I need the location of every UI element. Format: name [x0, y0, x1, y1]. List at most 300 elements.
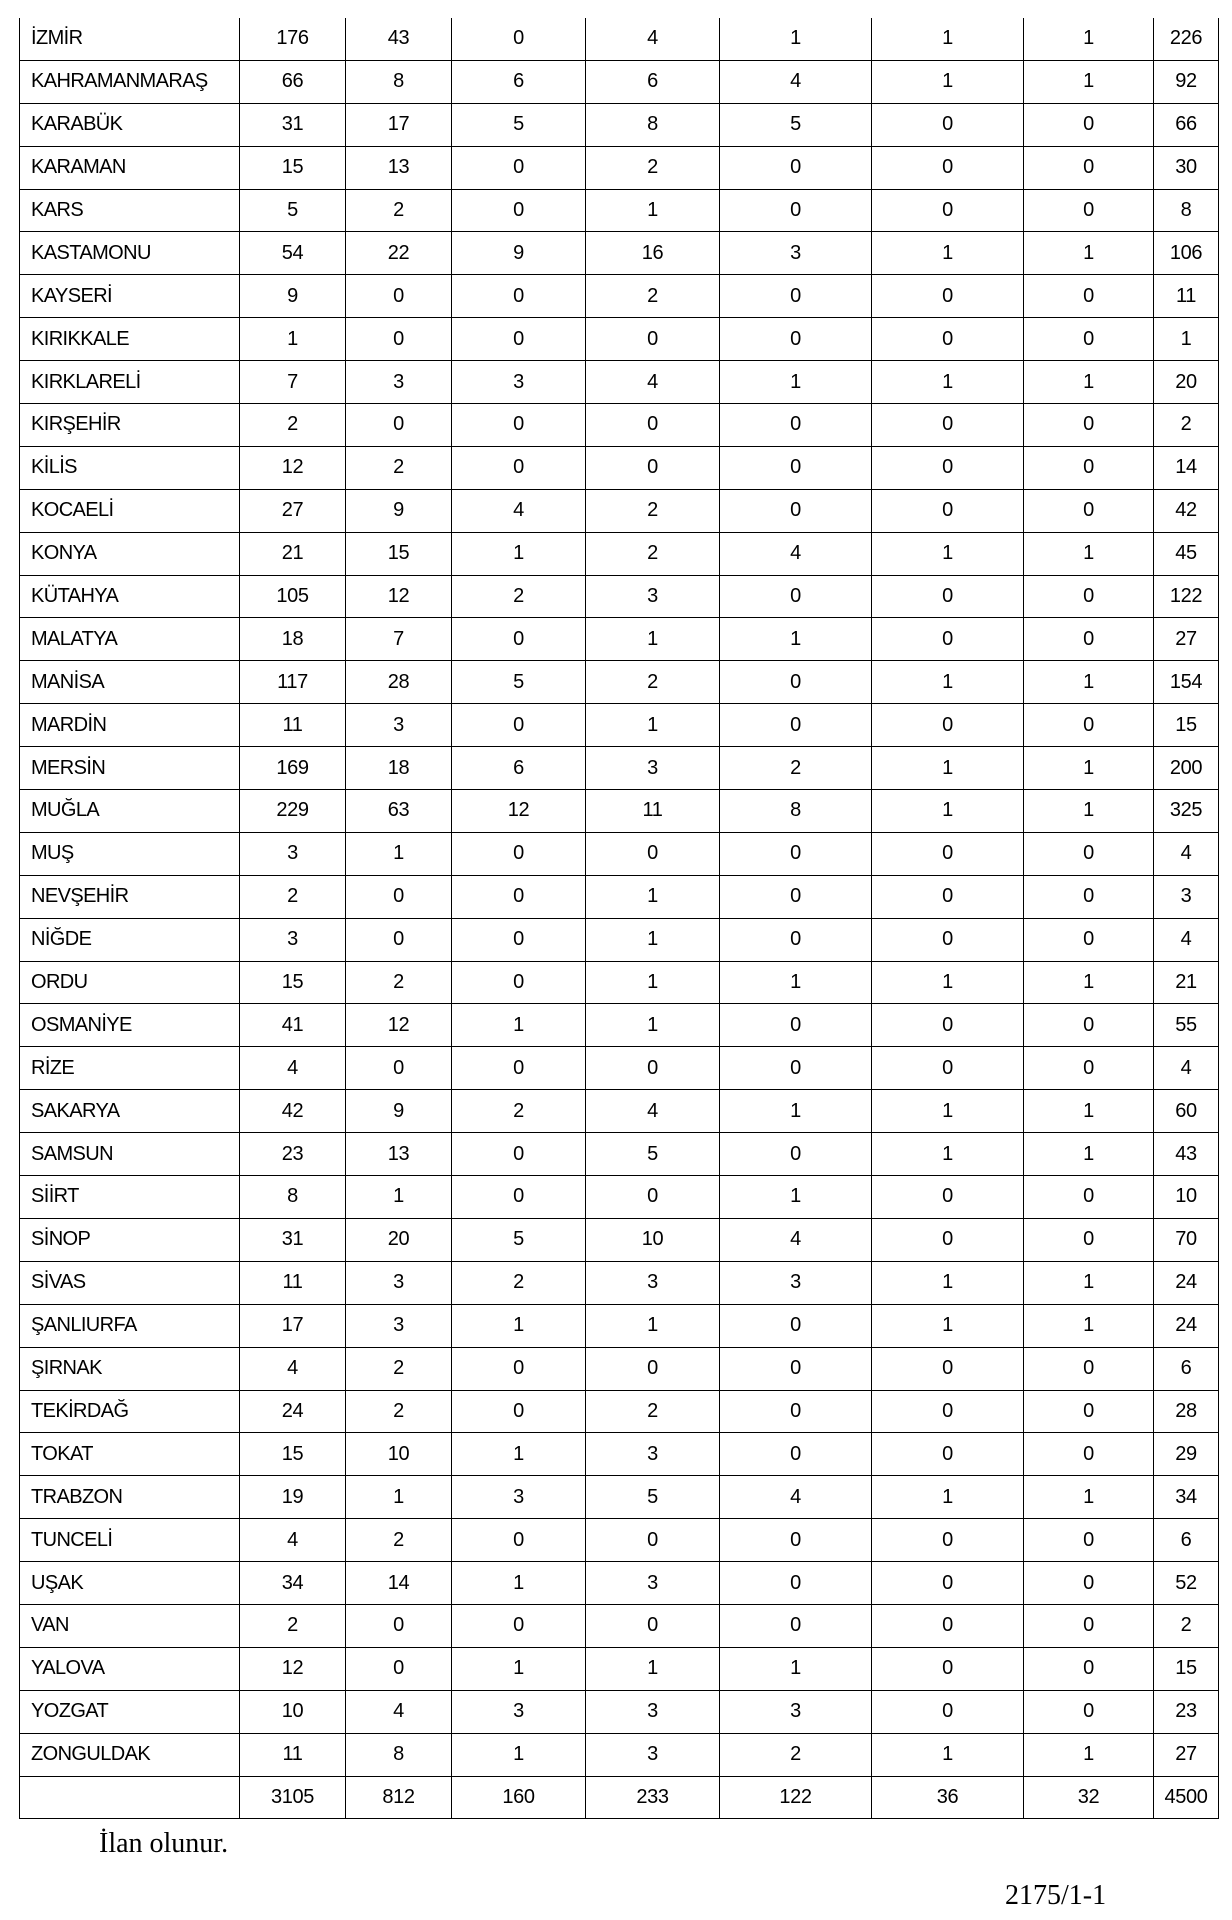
table-cell: 30: [1154, 146, 1219, 189]
table-cell: 2: [346, 1347, 452, 1390]
table-cell: 200: [1154, 747, 1219, 790]
table-row: [20, 832, 1219, 875]
table-cell: 60: [1154, 1090, 1219, 1133]
table-row: [20, 1047, 1219, 1090]
table-cell: 2: [452, 1090, 586, 1133]
table-cell: 3: [452, 1690, 586, 1733]
table-cell: 3: [240, 918, 346, 961]
table-cell: 0: [586, 1347, 720, 1390]
table-row: [20, 318, 1219, 361]
province-name: TUNCELİ: [20, 1519, 240, 1562]
table-cell: 0: [346, 875, 452, 918]
total-cell: 32: [1024, 1776, 1154, 1819]
table-row: [20, 489, 1219, 532]
table-row: [20, 1004, 1219, 1047]
table-cell: 3: [720, 1690, 872, 1733]
total-cell: 122: [720, 1776, 872, 1819]
province-name: MUŞ: [20, 832, 240, 875]
table-cell: 0: [452, 146, 586, 189]
table-cell: 0: [872, 1004, 1024, 1047]
table-cell: 0: [720, 275, 872, 318]
table-row: [20, 404, 1219, 447]
province-name: KONYA: [20, 532, 240, 575]
table-cell: 18: [346, 747, 452, 790]
table-cell: 2: [1154, 1604, 1219, 1647]
province-name: SİNOP: [20, 1218, 240, 1261]
table-cell: 8: [1154, 189, 1219, 232]
table-cell: 17: [240, 1304, 346, 1347]
table-cell: 2: [346, 189, 452, 232]
table-cell: 1: [872, 747, 1024, 790]
table-cell: 0: [452, 404, 586, 447]
table-cell: 1: [872, 361, 1024, 404]
table-cell: 2: [346, 446, 452, 489]
table-cell: 1: [1154, 318, 1219, 361]
table-cell: 34: [1154, 1476, 1219, 1519]
table-cell: 1: [452, 1433, 586, 1476]
table-cell: 2: [240, 875, 346, 918]
table-row: [20, 747, 1219, 790]
table-cell: 7: [346, 618, 452, 661]
province-name: MUĞLA: [20, 790, 240, 833]
province-name: SAMSUN: [20, 1133, 240, 1176]
table-cell: 1: [872, 1304, 1024, 1347]
table-cell: 2: [586, 275, 720, 318]
table-cell: 106: [1154, 232, 1219, 275]
table-cell: 2: [346, 961, 452, 1004]
table-cell: 1: [1024, 1733, 1154, 1776]
table-cell: 0: [872, 1519, 1024, 1562]
table-cell: 9: [346, 489, 452, 532]
table-cell: 11: [240, 1733, 346, 1776]
table-cell: 8: [346, 60, 452, 103]
table-cell: 23: [240, 1133, 346, 1176]
table-cell: 0: [586, 404, 720, 447]
table-cell: 4: [720, 532, 872, 575]
table-cell: 3: [586, 1733, 720, 1776]
table-cell: 4: [1154, 832, 1219, 875]
table-cell: 28: [1154, 1390, 1219, 1433]
table-cell: 0: [1024, 318, 1154, 361]
table-cell: 1: [452, 1304, 586, 1347]
table-cell: 0: [872, 1433, 1024, 1476]
table-cell: 4: [1154, 1047, 1219, 1090]
table-cell: 66: [240, 60, 346, 103]
table-row: [20, 1433, 1219, 1476]
province-name: MARDİN: [20, 704, 240, 747]
province-name: TEKİRDAĞ: [20, 1390, 240, 1433]
table-cell: 52: [1154, 1562, 1219, 1605]
table-cell: 0: [452, 1519, 586, 1562]
table-cell: 0: [1024, 1347, 1154, 1390]
table-row: [20, 103, 1219, 146]
province-name: KARS: [20, 189, 240, 232]
province-name: NEVŞEHİR: [20, 875, 240, 918]
table-cell: 1: [452, 532, 586, 575]
table-row: [20, 1733, 1219, 1776]
table-cell: 5: [240, 189, 346, 232]
table-row: [20, 704, 1219, 747]
province-name: KOCAELİ: [20, 489, 240, 532]
table-cell: 13: [346, 1133, 452, 1176]
table-cell: 0: [720, 1433, 872, 1476]
table-cell: 1: [872, 661, 1024, 704]
table-cell: 55: [1154, 1004, 1219, 1047]
table-cell: 1: [720, 1176, 872, 1219]
table-cell: 0: [720, 1004, 872, 1047]
totals-label-cell: [20, 1776, 240, 1819]
table-cell: 0: [872, 1047, 1024, 1090]
table-cell: 2: [452, 575, 586, 618]
table-cell: 0: [872, 446, 1024, 489]
table-row: [20, 618, 1219, 661]
table-cell: 14: [1154, 446, 1219, 489]
table-cell: 3: [586, 1562, 720, 1605]
table-cell: 1: [872, 1090, 1024, 1133]
table-cell: 9: [452, 232, 586, 275]
province-name: ORDU: [20, 961, 240, 1004]
table-cell: 2: [240, 1604, 346, 1647]
table-row: [20, 790, 1219, 833]
table-row: [20, 1133, 1219, 1176]
table-row: [20, 1647, 1219, 1690]
province-name: KIRŞEHİR: [20, 404, 240, 447]
table-cell: 122: [1154, 575, 1219, 618]
table-cell: 14: [346, 1562, 452, 1605]
table-cell: 15: [1154, 704, 1219, 747]
table-cell: 9: [240, 275, 346, 318]
province-name: ZONGULDAK: [20, 1733, 240, 1776]
table-row: [20, 1390, 1219, 1433]
table-cell: 1: [452, 1004, 586, 1047]
table-row: [20, 1218, 1219, 1261]
table-cell: 4: [1154, 918, 1219, 961]
table-cell: 0: [452, 961, 586, 1004]
table-cell: 3: [586, 1261, 720, 1304]
table-cell: 0: [720, 1047, 872, 1090]
table-cell: 1: [872, 1476, 1024, 1519]
table-cell: 0: [872, 275, 1024, 318]
table-cell: 1: [346, 832, 452, 875]
province-name: ŞIRNAK: [20, 1347, 240, 1390]
table-cell: 3: [346, 1304, 452, 1347]
table-cell: 1: [720, 1647, 872, 1690]
table-cell: 0: [1024, 875, 1154, 918]
table-cell: 0: [872, 1347, 1024, 1390]
table-cell: 1: [1024, 1476, 1154, 1519]
table-cell: 1: [586, 189, 720, 232]
table-cell: 8: [346, 1733, 452, 1776]
table-cell: 2: [452, 1261, 586, 1304]
table-cell: 5: [586, 1476, 720, 1519]
table-cell: 0: [720, 832, 872, 875]
table-cell: 0: [872, 618, 1024, 661]
table-cell: 0: [452, 1347, 586, 1390]
table-cell: 1: [720, 961, 872, 1004]
table-cell: 0: [346, 1047, 452, 1090]
table-row: [20, 18, 1219, 60]
table-cell: 2: [586, 1390, 720, 1433]
table-row: [20, 1476, 1219, 1519]
table-cell: 3: [720, 232, 872, 275]
table-cell: 117: [240, 661, 346, 704]
table-cell: 0: [1024, 446, 1154, 489]
table-cell: 34: [240, 1562, 346, 1605]
table-cell: 10: [586, 1218, 720, 1261]
table-cell: 0: [720, 318, 872, 361]
table-cell: 12: [346, 575, 452, 618]
table-cell: 11: [1154, 275, 1219, 318]
table-cell: 0: [1024, 1690, 1154, 1733]
table-cell: 0: [1024, 404, 1154, 447]
table-cell: 12: [346, 1004, 452, 1047]
table-cell: 2: [720, 747, 872, 790]
table-cell: 1: [346, 1476, 452, 1519]
table-cell: 8: [586, 103, 720, 146]
table-cell: 0: [872, 704, 1024, 747]
total-cell: 160: [452, 1776, 586, 1819]
table-cell: 28: [346, 661, 452, 704]
table-cell: 1: [720, 1090, 872, 1133]
table-cell: 10: [240, 1690, 346, 1733]
table-cell: 0: [720, 1390, 872, 1433]
table-cell: 0: [452, 918, 586, 961]
table-cell: 3: [720, 1261, 872, 1304]
table-cell: 4: [240, 1047, 346, 1090]
table-cell: 0: [346, 1647, 452, 1690]
table-cell: 2: [586, 489, 720, 532]
table-cell: 226: [1154, 18, 1219, 60]
table-cell: 0: [872, 918, 1024, 961]
table-cell: 8: [720, 790, 872, 833]
province-name: MERSİN: [20, 747, 240, 790]
table-cell: 0: [1024, 489, 1154, 532]
table-cell: 2: [346, 1390, 452, 1433]
province-name: ŞANLIURFA: [20, 1304, 240, 1347]
table-row: [20, 1562, 1219, 1605]
table-cell: 1: [872, 18, 1024, 60]
table-cell: 3: [240, 832, 346, 875]
table-cell: 0: [720, 1519, 872, 1562]
table-cell: 3: [452, 1476, 586, 1519]
table-cell: 0: [1024, 618, 1154, 661]
table-cell: 0: [1024, 1390, 1154, 1433]
table-cell: 92: [1154, 60, 1219, 103]
table-cell: 5: [452, 661, 586, 704]
table-cell: 4: [586, 1090, 720, 1133]
table-cell: 0: [1024, 1604, 1154, 1647]
table-cell: 0: [1024, 1176, 1154, 1219]
table-cell: 0: [872, 1218, 1024, 1261]
table-cell: 1: [1024, 661, 1154, 704]
table-cell: 1: [240, 318, 346, 361]
table-cell: 4: [240, 1519, 346, 1562]
table-cell: 0: [720, 575, 872, 618]
table-cell: 15: [240, 146, 346, 189]
table-cell: 17: [346, 103, 452, 146]
table-cell: 29: [1154, 1433, 1219, 1476]
table-cell: 15: [240, 961, 346, 1004]
table-cell: 4: [240, 1347, 346, 1390]
table-cell: 1: [586, 918, 720, 961]
table-cell: 1: [1024, 60, 1154, 103]
table-cell: 10: [346, 1433, 452, 1476]
table-cell: 3: [586, 575, 720, 618]
table-cell: 23: [1154, 1690, 1219, 1733]
table-cell: 1: [720, 361, 872, 404]
table-row: [20, 875, 1219, 918]
table-cell: 1: [1024, 18, 1154, 60]
table-cell: 41: [240, 1004, 346, 1047]
table-cell: 5: [452, 1218, 586, 1261]
table-cell: 2: [586, 146, 720, 189]
table-cell: 0: [586, 318, 720, 361]
province-name: KAHRAMANMARAŞ: [20, 60, 240, 103]
table-cell: 42: [240, 1090, 346, 1133]
table-cell: 3: [346, 361, 452, 404]
table-cell: 0: [872, 404, 1024, 447]
table-cell: 43: [1154, 1133, 1219, 1176]
table-cell: 4: [586, 361, 720, 404]
table-cell: 105: [240, 575, 346, 618]
province-name: KİLİS: [20, 446, 240, 489]
table-cell: 0: [1024, 189, 1154, 232]
table-cell: 0: [872, 1390, 1024, 1433]
table-cell: 3: [586, 747, 720, 790]
table-cell: 0: [346, 275, 452, 318]
reference-number: 2175/1-1: [1005, 1880, 1107, 1911]
table-cell: 0: [452, 189, 586, 232]
table-cell: 3: [1154, 875, 1219, 918]
table-cell: 4: [346, 1690, 452, 1733]
table-cell: 0: [872, 1176, 1024, 1219]
table-cell: 1: [452, 1733, 586, 1776]
table-cell: 7: [240, 361, 346, 404]
table-cell: 1: [586, 961, 720, 1004]
table-cell: 0: [1024, 704, 1154, 747]
province-name: SAKARYA: [20, 1090, 240, 1133]
table-cell: 15: [346, 532, 452, 575]
province-name: SİVAS: [20, 1261, 240, 1304]
table-cell: 5: [720, 103, 872, 146]
table-cell: 0: [586, 1519, 720, 1562]
province-name: VAN: [20, 1604, 240, 1647]
province-name: NİĞDE: [20, 918, 240, 961]
total-cell: 3105: [240, 1776, 346, 1819]
table-cell: 0: [346, 1604, 452, 1647]
table-cell: 31: [240, 103, 346, 146]
table-row: [20, 1261, 1219, 1304]
table-cell: 27: [1154, 1733, 1219, 1776]
table-row: [20, 1090, 1219, 1133]
table-cell: 54: [240, 232, 346, 275]
table-row: [20, 232, 1219, 275]
table-row: [20, 1690, 1219, 1733]
table-cell: 70: [1154, 1218, 1219, 1261]
table-row: [20, 961, 1219, 1004]
total-cell: 4500: [1154, 1776, 1219, 1819]
total-cell: 812: [346, 1776, 452, 1819]
province-name: MALATYA: [20, 618, 240, 661]
table-body: [20, 18, 1219, 1819]
province-name: SİİRT: [20, 1176, 240, 1219]
table-row: [20, 1347, 1219, 1390]
table-cell: 0: [452, 446, 586, 489]
table-cell: 4: [452, 489, 586, 532]
table-cell: 0: [346, 918, 452, 961]
table-row: [20, 189, 1219, 232]
table-cell: 16: [586, 232, 720, 275]
table-cell: 0: [1024, 1218, 1154, 1261]
table-cell: 0: [1024, 575, 1154, 618]
table-cell: 22: [346, 232, 452, 275]
table-cell: 0: [452, 275, 586, 318]
province-name: YALOVA: [20, 1647, 240, 1690]
table-cell: 0: [452, 318, 586, 361]
table-cell: 1: [1024, 232, 1154, 275]
table-cell: 229: [240, 790, 346, 833]
table-cell: 1: [872, 60, 1024, 103]
table-cell: 2: [720, 1733, 872, 1776]
table-cell: 1: [720, 618, 872, 661]
table-cell: 0: [720, 489, 872, 532]
table-cell: 0: [1024, 146, 1154, 189]
data-table: [19, 18, 1219, 1819]
table-cell: 66: [1154, 103, 1219, 146]
province-name: TOKAT: [20, 1433, 240, 1476]
table-row: [20, 1519, 1219, 1562]
table-cell: 0: [872, 318, 1024, 361]
table-cell: 0: [872, 1604, 1024, 1647]
table-cell: 0: [1024, 275, 1154, 318]
table-cell: 176: [240, 18, 346, 60]
table-cell: 2: [586, 532, 720, 575]
province-name: KIRIKKALE: [20, 318, 240, 361]
table-cell: 0: [586, 1604, 720, 1647]
table-cell: 42: [1154, 489, 1219, 532]
totals-row: [20, 1776, 1219, 1819]
province-name: YOZGAT: [20, 1690, 240, 1733]
table-cell: 1: [586, 1004, 720, 1047]
table-cell: 11: [240, 1261, 346, 1304]
table-cell: 0: [872, 1562, 1024, 1605]
table-cell: 0: [720, 1133, 872, 1176]
table-cell: 0: [1024, 1647, 1154, 1690]
table-cell: 1: [586, 618, 720, 661]
table-cell: 1: [1024, 1090, 1154, 1133]
table-cell: 4: [586, 18, 720, 60]
table-cell: 1: [452, 1562, 586, 1605]
table-cell: 1: [452, 1647, 586, 1690]
table-cell: 24: [1154, 1304, 1219, 1347]
table-cell: 2: [586, 661, 720, 704]
table-cell: 0: [452, 832, 586, 875]
table-cell: 9: [346, 1090, 452, 1133]
table-cell: 1: [1024, 961, 1154, 1004]
table-cell: 11: [586, 790, 720, 833]
table-row: [20, 918, 1219, 961]
table-cell: 0: [720, 704, 872, 747]
province-name: TRABZON: [20, 1476, 240, 1519]
table-cell: 2: [346, 1519, 452, 1562]
table-cell: 0: [1024, 832, 1154, 875]
province-name: KASTAMONU: [20, 232, 240, 275]
table-cell: 0: [452, 1176, 586, 1219]
table-cell: 45: [1154, 532, 1219, 575]
table-cell: 0: [1024, 1047, 1154, 1090]
table-cell: 1: [1024, 1304, 1154, 1347]
table-cell: 1: [586, 1647, 720, 1690]
